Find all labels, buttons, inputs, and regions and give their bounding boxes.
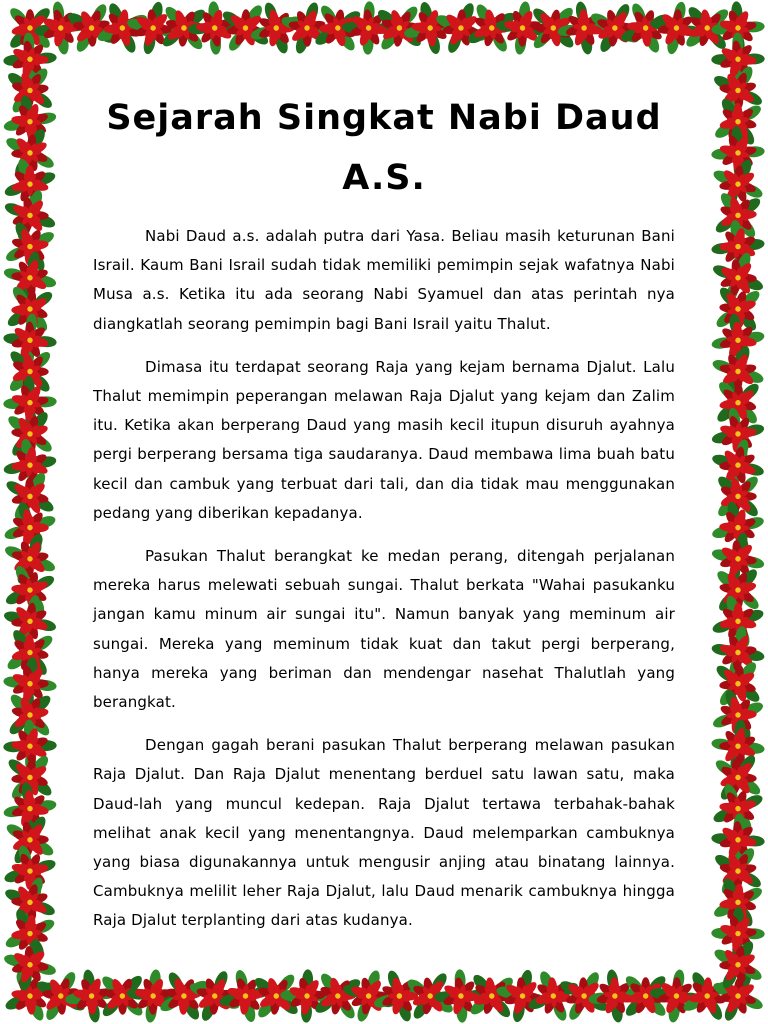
paragraph-3: Pasukan Thalut berangkat ke medan perang, ditengah perjalanan mereka harus melewati sebuah sungai. Thalut berkata "Wahai pasukanku jangan kamu minum air sungai itu". Namun banyak yang meminum air sungai. Mereka yang meminum tidak kuat dan takut pergi berperang, hanya mereka yang beriman dan mendengar nasehat Thalutlah yang berangkat. [93, 547, 675, 712]
page-title: Sejarah Singkat Nabi Daud A.S. [106, 98, 662, 198]
paragraph-1: Nabi Daud a.s. adalah putra dari Yasa. Beliau masih keturunan Bani Israil. Kaum Bani Israil sudah tidak memiliki pemimpin sejak wafatnya Nabi Musa a.s. Ketika itu ada seorang Nabi Syamuel dan atas perintah nya diangkatlah seorang pemimpin bagi Bani Israil yaitu Thalut. [93, 227, 675, 333]
paragraph-4: Dengan gagah berani pasukan Thalut berperang melawan pasukan Raja Djalut. Dan Raja Djalut menentang berduel satu lawan satu, maka Daud-lah yang muncul kedepan. Raja Djalut tertawa terbahak-bahak melihat anak kecil yang menentangnya. Daud melemparkan cambuknya yang biasa digunakannya untuk mengusir anjing atau binatang lainnya. Cambuknya melilit leher Raja Djalut, lalu Daud menarik cambuknya hingga Raja Djalut terplanting dari atas kudanya. [93, 736, 675, 930]
document-body [93, 88, 675, 936]
paragraph-2: Dimasa itu terdapat seorang Raja yang kejam bernama Djalut. Lalu Thalut memimpin peperangan melawan Raja Djalut yang kejam dan Zalim itu. Ketika akan berperang Daud yang masih kecil itupun disuruh ayahnya pergi berperang bersama tiga saudaranya. Daud membawa lima buah batu kecil dan cambuk yang terbuat dari tali, dan dia tidak mau menggunakan pedang yang diberikan kepadanya. [93, 357, 675, 522]
